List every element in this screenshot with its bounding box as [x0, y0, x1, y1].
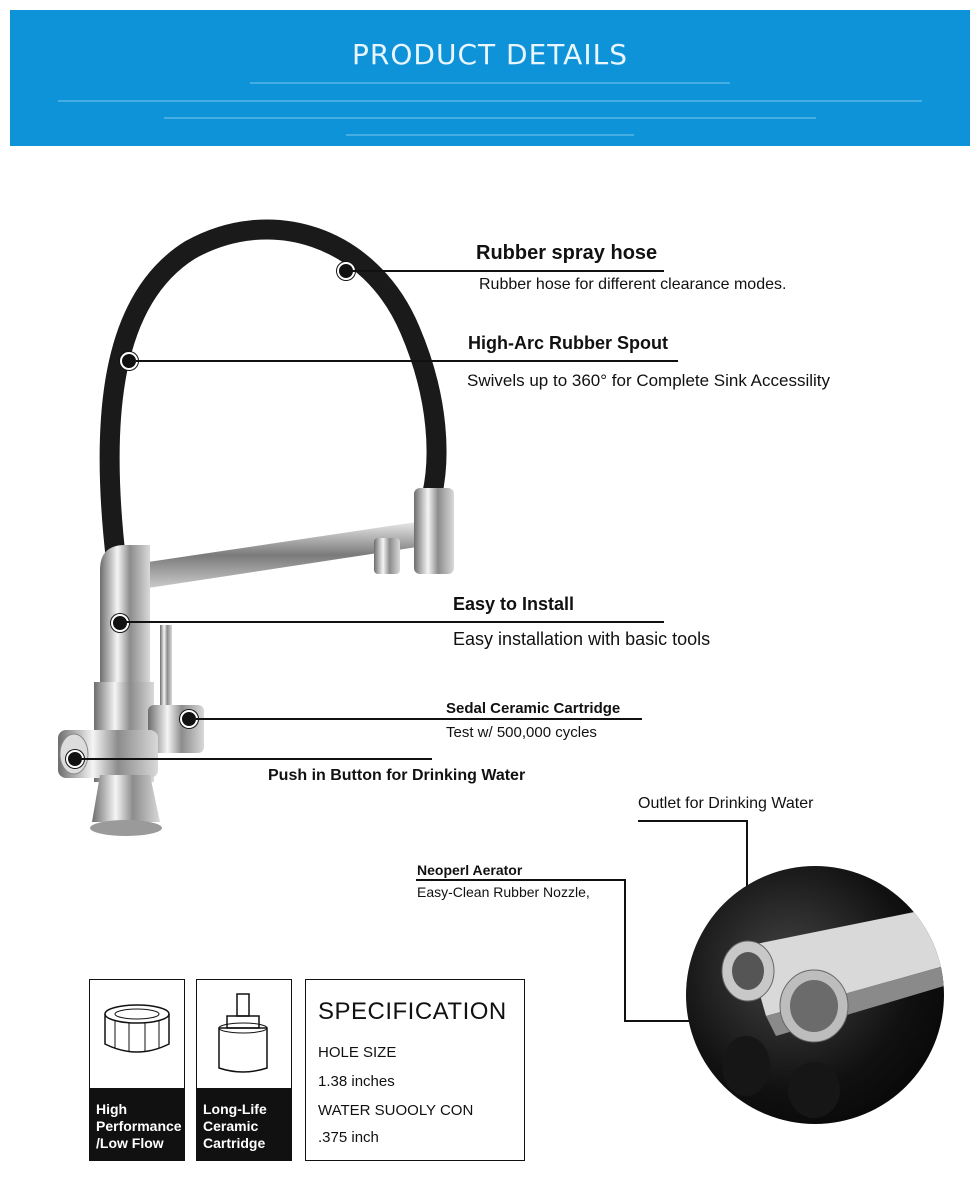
hose-desc: Rubber hose for different clearance modes.: [479, 276, 787, 293]
callout-leader-line: [80, 758, 432, 760]
callout-leader-line: [136, 360, 678, 362]
cartridge-desc: Test w/ 500,000 cycles: [446, 724, 597, 741]
specification-title: SPECIFICATION: [318, 998, 507, 1025]
feature-label-line: Cartridge: [203, 1135, 266, 1151]
feature-label-line: Long-Life: [203, 1101, 267, 1117]
water-supply-label: WATER SUOOLY CON: [318, 1102, 474, 1119]
feature-high-performance: [89, 979, 185, 1161]
cartridge-title: Sedal Ceramic Cartridge: [446, 700, 621, 717]
callout-leader-line: [416, 879, 626, 881]
aerator-desc: Easy-Clean Rubber Nozzle,: [417, 884, 590, 900]
hole-size-value: 1.38 inches: [318, 1073, 395, 1090]
callout-marker: [111, 614, 129, 632]
feature-label-line: High: [96, 1101, 128, 1117]
spout-desc: Swivels up to 360° for Complete Sink Accessility: [467, 371, 831, 390]
feature-ceramic-cartridge: [196, 979, 292, 1161]
callout-leader-line: [638, 820, 748, 822]
feature-label: [197, 1088, 291, 1160]
aerator-icon: [90, 980, 184, 1080]
feature-label-line: Ceramic: [203, 1118, 259, 1134]
cartridge-icon: [197, 980, 291, 1080]
hose-title: Rubber spray hose: [476, 242, 658, 264]
specification-box: [305, 979, 525, 1161]
hole-size-label: HOLE SIZE: [318, 1044, 397, 1061]
callout-leader-line: [624, 879, 626, 1021]
install-title: Easy to Install: [453, 594, 575, 614]
water-supply-value: .375 inch: [318, 1129, 379, 1146]
spout-title: High-Arc Rubber Spout: [468, 333, 668, 353]
feature-label: [90, 1088, 184, 1160]
aerator-closeup-graphic: [686, 866, 944, 1124]
push-button-title: Push in Button for Drinking Water: [268, 767, 526, 784]
banner-title: PRODUCT DETAILS: [352, 38, 628, 71]
outlet-title: Outlet for Drinking Water: [638, 795, 814, 812]
install-desc: Easy installation with basic tools: [453, 629, 711, 649]
aerator-title: Neoperl Aerator: [417, 862, 523, 878]
callout-leader-line: [196, 718, 642, 720]
feature-label-line: /Low Flow: [96, 1135, 164, 1151]
callout-leader-line: [352, 270, 664, 272]
aerator-closeup-image: [686, 866, 944, 1124]
callout-leader-line: [126, 621, 664, 623]
feature-label-line: Performance: [96, 1118, 182, 1134]
